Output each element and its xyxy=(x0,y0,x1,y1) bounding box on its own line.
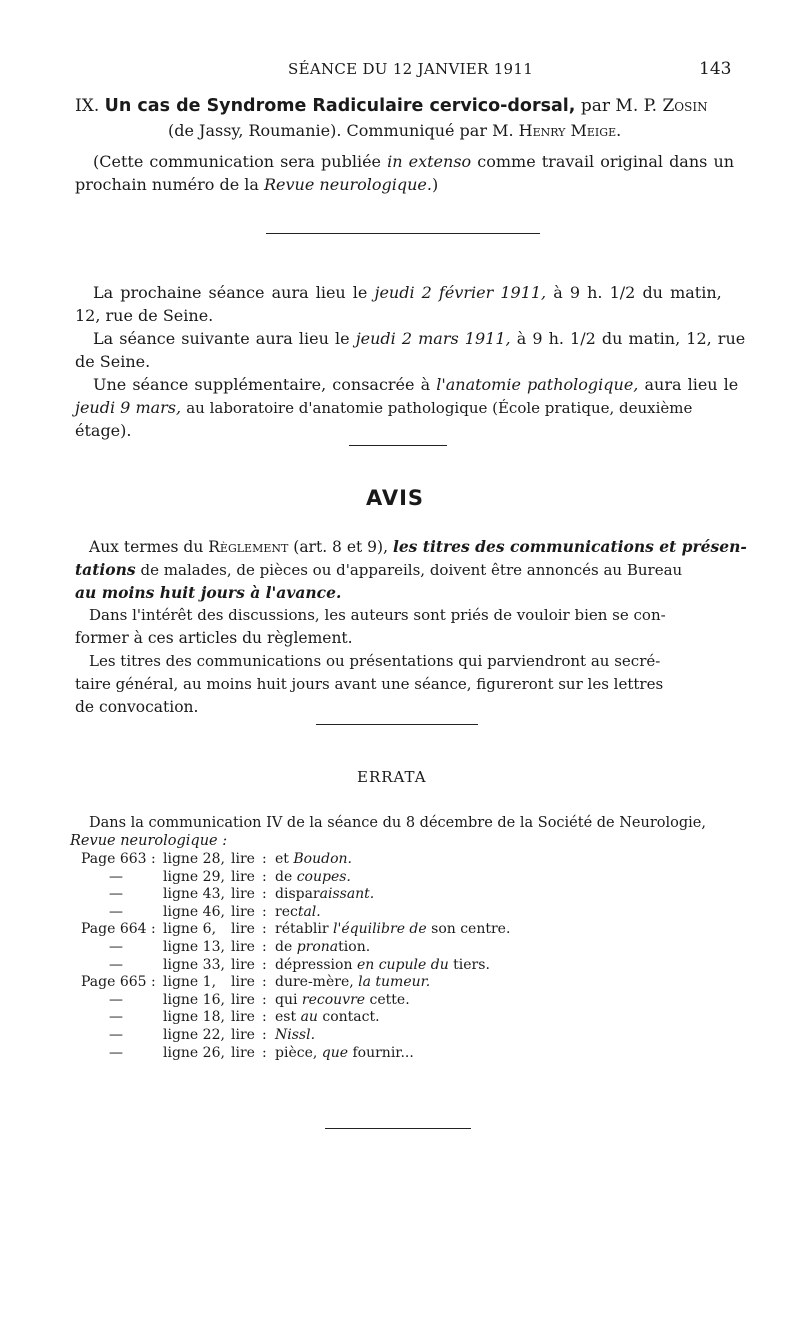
errata-page: Page 665 xyxy=(81,974,147,991)
errata-correction xyxy=(275,992,410,1010)
errata-page: — xyxy=(109,1044,123,1061)
errata-correction xyxy=(275,1027,315,1045)
avis-p1-line-1 xyxy=(89,537,747,556)
errata-ligne: ligne 33, xyxy=(163,956,225,973)
note-italic: in extenso xyxy=(387,152,472,171)
errata-heading: ERRATA xyxy=(357,768,427,786)
errata-correction-text: de xyxy=(275,939,293,955)
errata-correction-text: cette. xyxy=(369,991,410,1008)
errata-lire: lire xyxy=(231,974,255,991)
item-ix-title-line xyxy=(75,96,708,116)
avis-p3-line-1: Les titres des communications ou présentations qui parviendront au secré- xyxy=(89,652,661,670)
errata-correction-text: dépression xyxy=(275,956,353,973)
item-note-line-1 xyxy=(93,152,734,171)
meeting-topic: l'anatomie pathologique, xyxy=(436,375,639,394)
errata-separator: : xyxy=(262,974,267,991)
errata-page: Page 664 xyxy=(81,921,147,938)
errata-correction-text: qui xyxy=(275,991,298,1008)
errata-separator: : xyxy=(262,956,267,973)
errata-ligne: ligne 26, xyxy=(163,1044,225,1061)
errata-correction-text: fournir... xyxy=(352,1044,414,1061)
errata-correction xyxy=(275,957,490,975)
errata-lire: lire xyxy=(231,868,255,885)
divider xyxy=(316,724,478,725)
avis-p2-line-2: former à ces articles du règlement. xyxy=(75,629,353,647)
meeting-1-line-1 xyxy=(93,283,722,302)
divider xyxy=(266,233,540,234)
errata-correction-italic: tal. xyxy=(297,903,321,920)
errata-correction xyxy=(275,869,351,887)
errata-separator: : xyxy=(262,1027,267,1043)
errata-separator: : xyxy=(262,1044,267,1061)
errata-correction-text: et xyxy=(275,851,289,867)
note-text: comme travail original dans un xyxy=(477,152,735,171)
errata-journal xyxy=(70,833,227,849)
errata-row xyxy=(75,921,735,939)
errata-correction xyxy=(275,1045,414,1063)
avis-text: Aux termes du xyxy=(89,538,204,556)
errata-lire: lire xyxy=(231,886,255,903)
note-text: prochain numéro de la xyxy=(75,175,259,194)
errata-correction-italic: Nissl. xyxy=(275,1027,316,1043)
errata-ligne: ligne 43, xyxy=(163,886,225,903)
errata-correction-text: de xyxy=(275,868,293,885)
errata-correction-italic: en cupule du xyxy=(356,956,449,973)
errata-separator: : xyxy=(151,974,156,991)
errata-ligne: ligne 29, xyxy=(163,868,225,885)
page-number: 143 xyxy=(699,59,732,79)
divider xyxy=(349,445,447,446)
avis-p3-line-2: taire général, au moins huit jours avant une séance, figureront sur les lettres xyxy=(75,675,664,693)
note-text: ) xyxy=(431,175,439,194)
errata-lire: lire xyxy=(231,903,255,920)
errata-correction xyxy=(275,851,352,869)
errata-correction-text: tion. xyxy=(338,939,371,955)
item-author: Zosin xyxy=(662,96,708,116)
errata-correction xyxy=(275,921,510,939)
avis-p3-line-3: de convocation. xyxy=(75,698,199,716)
errata-separator: : xyxy=(262,851,267,867)
errata-lire: lire xyxy=(231,1027,255,1043)
errata-lire: lire xyxy=(231,939,255,955)
errata-correction-text: tiers. xyxy=(453,956,490,973)
errata-row xyxy=(75,1027,735,1045)
meeting-2-line-2: de Seine. xyxy=(75,352,151,371)
errata-row xyxy=(75,992,735,1010)
errata-correction-text: contact. xyxy=(322,1009,380,1026)
avis-text: de malades, de pièces ou d'appareils, doivent être annoncés au Bureau xyxy=(140,561,683,579)
errata-correction-italic: prona xyxy=(296,939,339,955)
item-number: IX. xyxy=(75,96,100,116)
errata-separator: : xyxy=(262,1009,267,1026)
errata-lire: lire xyxy=(231,921,255,938)
errata-correction-text: pièce, xyxy=(275,1044,318,1061)
errata-ligne: ligne 22, xyxy=(163,1027,225,1043)
errata-row xyxy=(75,1009,735,1027)
item-affiliation-line: (de Jassy, Roumanie). Communiqué par M. Henry Meige. xyxy=(168,121,622,140)
errata-lire: lire xyxy=(231,851,255,867)
errata-lire: lire xyxy=(231,991,255,1008)
errata-correction-italic: la tumeur. xyxy=(358,974,431,991)
meeting-text: aura lieu le xyxy=(644,375,739,394)
meeting-text: La séance suivante aura lieu le xyxy=(93,329,350,348)
errata-row xyxy=(75,886,735,904)
avis-text: (art. 8 et 9), xyxy=(293,538,388,556)
meeting-3-line-3: étage). xyxy=(75,421,132,440)
errata-row xyxy=(75,904,735,922)
item-note-line-2 xyxy=(75,175,438,194)
errata-correction-text: rec xyxy=(275,903,298,920)
errata-lire: lire xyxy=(231,1044,255,1061)
avis-reglement: Règlement xyxy=(208,538,289,556)
errata-ligne: ligne 18, xyxy=(163,1009,225,1026)
errata-correction xyxy=(275,1009,380,1027)
errata-ligne: ligne 46, xyxy=(163,903,225,920)
errata-row xyxy=(75,974,735,992)
errata-ligne: ligne 1, xyxy=(163,974,217,991)
avis-emphasis: tations xyxy=(75,560,136,579)
meeting-text: à 9 h. 1/2 du matin, 12, rue xyxy=(516,329,746,348)
errata-correction-italic: recouvre xyxy=(301,991,366,1008)
errata-correction-text: dure-mère, xyxy=(275,974,354,991)
errata-correction xyxy=(275,886,374,904)
meeting-3-line-1 xyxy=(93,375,738,394)
errata-separator: : xyxy=(262,868,267,885)
errata-correction-text: est xyxy=(275,1009,297,1026)
errata-ligne: ligne 6, xyxy=(163,921,217,938)
errata-correction-italic: l'équilibre de xyxy=(333,921,427,938)
meeting-date: jeudi 2 mars 1911, xyxy=(355,329,511,348)
errata-page: — xyxy=(109,868,123,885)
errata-row xyxy=(75,939,735,957)
item-affiliation: (de Jassy, Roumanie). Communiqué par M. xyxy=(168,121,514,140)
item-title: Un cas de Syndrome Radiculaire cervico-dorsal, xyxy=(104,96,576,116)
meeting-text: La prochaine séance aura lieu le xyxy=(93,283,368,302)
errata-correction xyxy=(275,939,370,957)
meeting-date: jeudi 9 mars, xyxy=(75,398,182,417)
errata-lire: lire xyxy=(231,956,255,973)
meeting-text: Une séance supplémentaire, consacrée à xyxy=(93,375,431,394)
item-presenter: Henry Meige xyxy=(518,121,617,140)
errata-separator: : xyxy=(151,851,156,867)
meeting-text: au laboratoire d'anatomie pathologique (École pratique, deuxième xyxy=(186,399,693,417)
errata-correction-italic: que xyxy=(321,1044,349,1061)
errata-correction-text: son centre. xyxy=(431,921,511,938)
errata-correction xyxy=(275,904,321,922)
meeting-date: jeudi 2 février 1911, xyxy=(374,283,547,302)
errata-separator: : xyxy=(262,886,267,903)
avis-heading: AVIS xyxy=(366,486,425,510)
errata-correction-italic: au xyxy=(300,1009,318,1026)
note-text: (Cette communication sera publiée xyxy=(93,152,382,171)
item-by: par M. P. xyxy=(580,96,658,116)
errata-correction-italic: Boudon. xyxy=(293,851,352,867)
errata-journal-name: Revue neurologique : xyxy=(70,833,228,849)
meeting-3-line-2 xyxy=(75,398,692,417)
errata-correction-italic: coupes. xyxy=(296,868,351,885)
avis-p1-line-2 xyxy=(75,560,682,579)
errata-page: — xyxy=(109,956,123,973)
meeting-text: à 9 h. 1/2 du matin, xyxy=(553,283,722,302)
avis-emphasis: au moins huit jours à l'avance. xyxy=(75,583,342,602)
avis-emphasis: les titres des communications et présen- xyxy=(392,537,747,556)
meeting-2-line-1 xyxy=(93,329,745,348)
avis-p2-line-1: Dans l'intérêt des discussions, les auteurs sont priés de vouloir bien se con- xyxy=(89,606,666,624)
errata-correction-italic: aissant. xyxy=(319,886,375,903)
errata-separator: : xyxy=(262,921,267,938)
errata-page: — xyxy=(109,1009,123,1026)
errata-ligne: ligne 28, xyxy=(163,851,225,867)
errata-correction-text: dispar xyxy=(275,886,320,903)
divider xyxy=(325,1128,471,1129)
errata-separator: : xyxy=(151,921,156,938)
errata-correction-text: rétablir xyxy=(275,921,329,938)
errata-ligne: ligne 16, xyxy=(163,991,225,1008)
errata-page: — xyxy=(109,903,123,920)
errata-page: — xyxy=(109,939,123,955)
errata-row xyxy=(75,869,735,887)
errata-page: — xyxy=(109,991,123,1008)
errata-separator: : xyxy=(262,939,267,955)
errata-intro: Dans la communication IV de la séance du 8 décembre de la Société de Neurologie, xyxy=(89,815,706,831)
errata-ligne: ligne 13, xyxy=(163,939,225,955)
errata-row xyxy=(75,851,735,869)
meeting-1-line-2: 12, rue de Seine. xyxy=(75,306,214,325)
avis-p1-line-3 xyxy=(75,583,341,602)
errata-correction xyxy=(275,974,430,992)
errata-row xyxy=(75,1045,735,1063)
errata-lire: lire xyxy=(231,1009,255,1026)
errata-separator: : xyxy=(262,903,267,920)
errata-page: — xyxy=(109,886,123,903)
errata-row xyxy=(75,957,735,975)
errata-separator: : xyxy=(262,991,267,1008)
errata-page: Page 663 xyxy=(81,851,147,867)
journal-name: Revue neurologique. xyxy=(264,175,432,194)
errata-page: — xyxy=(109,1027,123,1043)
running-title: SÉANCE DU 12 JANVIER 1911 xyxy=(288,60,534,78)
